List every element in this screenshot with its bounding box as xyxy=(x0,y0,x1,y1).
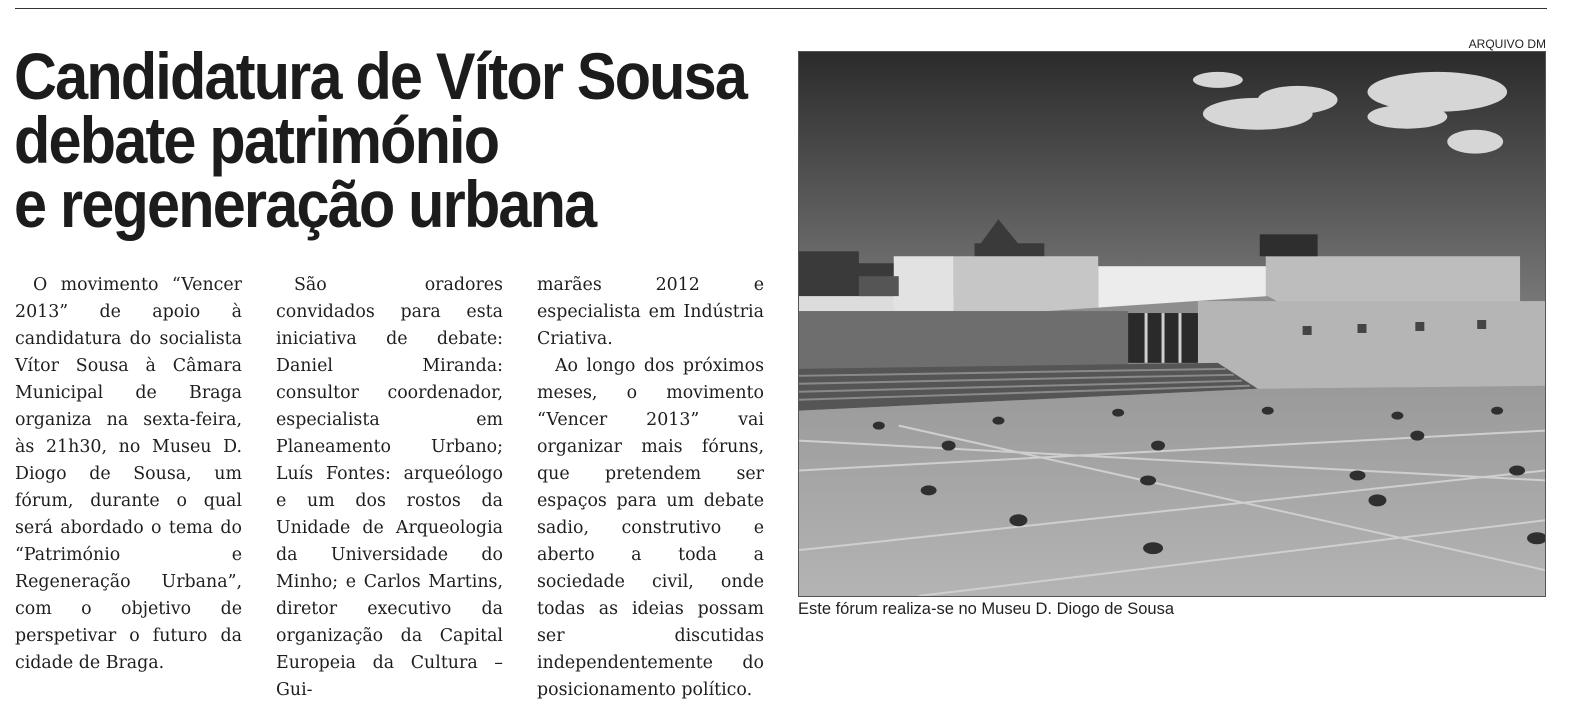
article-column-2 xyxy=(276,272,503,704)
article-column-3 xyxy=(537,272,764,704)
paragraph: Ao longo dos próximos meses, o movimento “Vencer 2013” vai organizar mais fóruns, que pretendem ser espaços para um debate sadio, construtivo e aberto a toda a sociedade civil, onde todas as ideias possam ser discutidas independentemente do posicionamento político. xyxy=(537,356,764,700)
top-rule xyxy=(15,8,1547,9)
low-wall-right xyxy=(1198,301,1545,391)
headline-line: Candidatura de Vítor Sousa xyxy=(14,39,747,113)
photo-illustration xyxy=(799,52,1545,596)
photo-caption: Este fórum realiza-se no Museu D. Diogo de Sousa xyxy=(798,600,1175,618)
headline-line: debate património xyxy=(14,103,499,177)
article-column-1 xyxy=(15,272,242,677)
paragraph: O movimento “Vencer 2013” de apoio à candidatura do socialista Vítor Sousa à Câmara Municipal de Braga organiza na sexta-feira, às 21h30, no Museu D. Diogo de Sousa, um fórum, durante o qual será abordado o tema do “Património e Regeneração Urbana”, com o objetivo de perspetivar o futuro da cidade de Braga. xyxy=(15,275,242,673)
headline xyxy=(14,39,747,241)
photo-credit: ARQUIVO DM xyxy=(1468,37,1546,51)
low-wall-left xyxy=(799,311,1128,371)
paragraph-continuation: marães 2012 e especialista em Indústria Criativa. xyxy=(537,275,764,349)
paragraph: São oradores convidados para esta iniciativa de debate: Daniel Miranda: consultor coordenador, especialista em Planeamento Urbano; Luís Fontes: arqueólogo e um dos rostos da Unidade de Arqueologia da Universidade do Minho; e Carlos Martins, diretor executivo da organização da Capital Europeia da Cultura – Gui- xyxy=(276,275,503,700)
museum-plaza-photo xyxy=(798,51,1546,597)
headline-line: e regeneração urbana xyxy=(14,167,596,241)
